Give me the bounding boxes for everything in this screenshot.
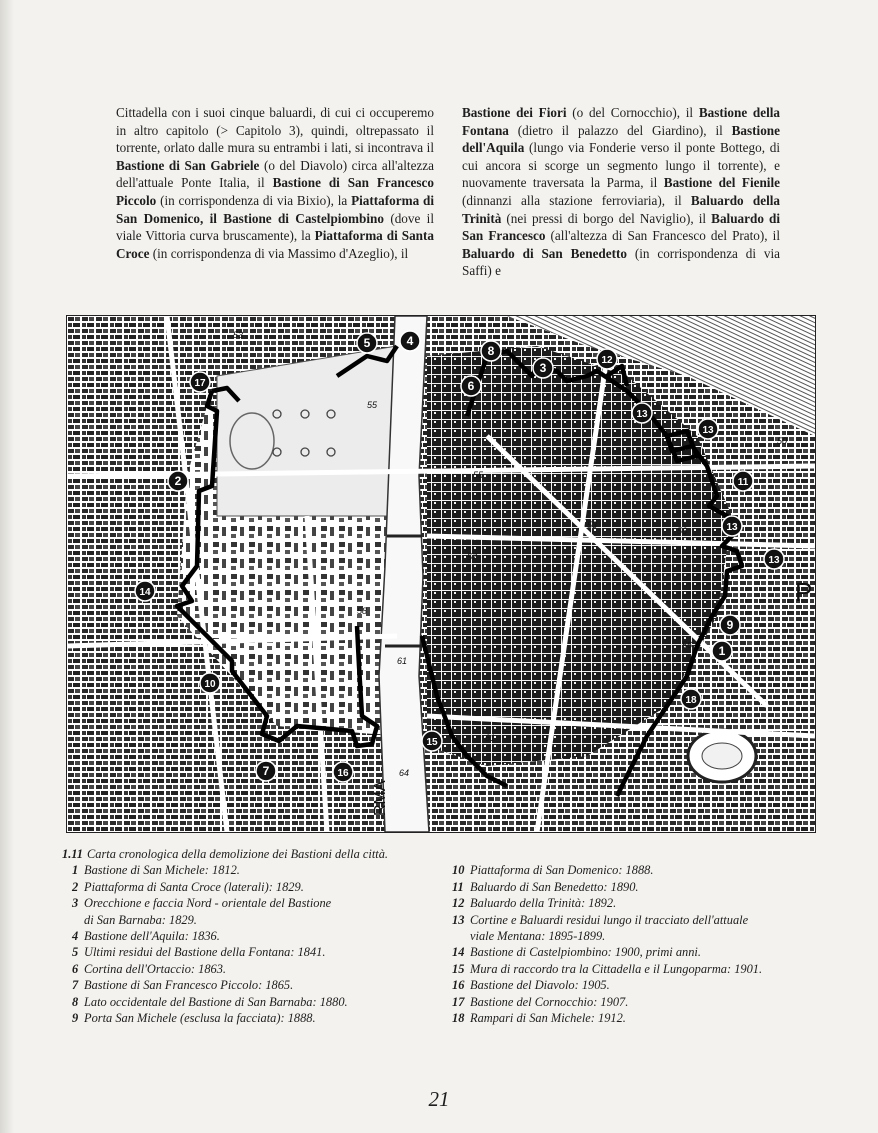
text-run: (o del Diavolo) circa all'altezza dell'attuale Ponte Italia, il: [116, 157, 434, 191]
map-label: 50: [777, 436, 788, 446]
caption-item-number: 5: [72, 945, 79, 960]
map-drawing: [67, 316, 815, 832]
bold-term: Piattaforma di San Domenico, il Bastione di Castelpiombino: [116, 192, 434, 226]
map-label: 53: [587, 520, 598, 530]
page-gutter-shadow: [0, 0, 14, 1133]
marker-number: 11: [737, 477, 749, 488]
caption-item-text: Bastione dell'Aquila: 1836.: [84, 929, 220, 944]
marker-8: [481, 341, 501, 361]
caption-item-text: Bastione del Diavolo: 1905.: [470, 978, 610, 993]
marker-1: [712, 641, 732, 661]
marker-number: 15: [426, 737, 438, 748]
caption-item: [62, 912, 442, 928]
figure-caption: [62, 846, 822, 1046]
page-number: 21: [428, 1087, 450, 1111]
caption-title-text: Carta cronologica della demolizione dei Bastioni della città.: [87, 847, 389, 861]
caption-item-number: 6: [72, 961, 79, 976]
city-map-figure: [66, 315, 816, 833]
marker-number: 1: [718, 644, 726, 658]
marker-number: 10: [204, 679, 216, 690]
map-label: 61: [485, 733, 496, 743]
caption-item-text: Ultimi residui del Bastione della Fontana: 1841.: [84, 945, 326, 960]
marker-number: 5: [363, 336, 371, 350]
caption-item-number: 14: [452, 945, 465, 960]
marker-number: 12: [601, 355, 613, 366]
caption-item: [452, 895, 822, 911]
caption-item: [452, 944, 822, 960]
body-text: [116, 104, 780, 304]
marker-13: [698, 419, 718, 439]
caption-item: [452, 862, 822, 878]
caption-item-number: 7: [72, 978, 79, 993]
caption-item-number: 15: [452, 961, 465, 976]
map-label-large: P: [795, 577, 813, 607]
marker-16: [333, 762, 353, 782]
caption-item-text: Orecchione e faccia Nord - orientale del Bastione: [84, 896, 332, 911]
caption-item-text: Mura di raccordo tra la Cittadella e il Lungoparma: 1901.: [470, 961, 763, 976]
caption-item-number: 11: [452, 879, 464, 894]
marker-6: [461, 376, 481, 396]
marker-13: [764, 549, 784, 569]
marker-5: [357, 333, 377, 353]
caption-item-number: 18: [452, 1011, 465, 1026]
marker-number: 7: [262, 764, 270, 778]
marker-number: 6: [467, 379, 475, 393]
map-label-river: RMA: [372, 780, 389, 816]
caption-item: [62, 977, 442, 993]
caption-item-number: 9: [72, 1011, 79, 1026]
caption-item-text: Piattaforma di Santa Croce (laterali): 1829.: [84, 879, 304, 894]
caption-item: [62, 879, 442, 895]
marker-2: [168, 471, 188, 491]
caption-item-text: Porta San Michele (esclusa la facciata): 1888.: [84, 1011, 316, 1026]
stadium-field: [702, 743, 742, 769]
caption-item-number: 17: [452, 994, 465, 1009]
marker-number: 4: [406, 334, 414, 348]
caption-item-number: 8: [72, 994, 79, 1009]
marker-number: 8: [487, 344, 495, 358]
text-run: (dinnanzi alla stazione ferroviaria), il: [462, 192, 691, 208]
caption-title: [62, 846, 442, 862]
bold-term: Baluardo di San Francesco: [462, 210, 780, 244]
marker-18: [681, 689, 701, 709]
marker-11: [733, 471, 753, 491]
caption-item-text: di San Barnaba: 1829.: [84, 912, 197, 927]
caption-item: [62, 862, 442, 878]
marker-number: 17: [194, 378, 206, 389]
text-run: (in corrispondenza di via Bixio), la: [156, 192, 352, 208]
marker-10: [200, 673, 220, 693]
text-run: (in corrispondenza di via Saffi) e: [462, 245, 780, 279]
ducal-park: [217, 346, 407, 516]
marker-4: [400, 331, 420, 351]
text-run: (nei pressi di borgo del Naviglio), il: [501, 210, 712, 226]
marker-9: [720, 615, 740, 635]
caption-item-text: Baluardo della Trinità: 1892.: [470, 896, 617, 911]
caption-item-text: Bastione di San Michele: 1812.: [84, 863, 240, 878]
marker-14: [135, 581, 155, 601]
marker-7: [256, 761, 276, 781]
caption-item-number: 4: [72, 929, 79, 944]
map-label: 61: [397, 656, 408, 666]
caption-item-number: 10: [452, 863, 465, 878]
caption-item-text: Bastione di Castelpiombino: 1900, primi anni.: [470, 945, 701, 960]
text-run: (o del Cornocchio), il: [566, 105, 699, 120]
marker-15: [422, 731, 442, 751]
text-column-left: [116, 104, 434, 262]
caption-item: [452, 912, 822, 928]
marker-number: 13: [726, 522, 738, 533]
marker-number: 3: [539, 361, 547, 375]
marker-number: 2: [174, 474, 182, 488]
map-label: 57: [467, 552, 478, 562]
caption-item-text: Cortina dell'Ortaccio: 1863.: [84, 961, 227, 976]
marker-13: [722, 516, 742, 536]
caption-item-text: Bastione di San Francesco Piccolo: 1865.: [84, 978, 294, 993]
text-run: (dove il viale Vittoria curva bruscamente), la: [116, 210, 435, 244]
text-run: (all'altezza di San Francesco del Prato), il: [545, 228, 780, 244]
caption-column-left: [62, 846, 442, 1026]
marker-number: 13: [702, 425, 714, 436]
caption-item: [62, 1010, 442, 1026]
caption-item: [452, 1010, 822, 1026]
caption-item: [62, 961, 442, 977]
caption-item-text: Cortine e Baluardi residui lungo il tracciato dell'attuale: [470, 912, 749, 927]
caption-item-text: Rampari di San Michele: 1912.: [470, 1011, 626, 1026]
text-run: Cittadella con i suoi cinque baluardi, di cui ci occuperemo in altro capitolo (> Capitolo 3), quindi, oltrepassato il torrente, orlato dalle mura su entrambi i lati, si incontrava il: [116, 105, 434, 156]
marker-number: 14: [139, 587, 151, 598]
bold-term: Bastione di San Gabriele: [116, 157, 260, 173]
caption-column-right: [452, 846, 822, 1026]
caption-item-text: Piattaforma di San Domenico: 1888.: [470, 863, 654, 878]
map-label: 56: [677, 526, 688, 536]
caption-item-number: 16: [452, 978, 465, 993]
caption-item-number: 1: [72, 863, 79, 878]
caption-item: [452, 994, 822, 1010]
marker-number: 13: [636, 409, 648, 420]
marker-number: 9: [726, 618, 734, 632]
caption-item-text: Lato occidentale del Bastione di San Barnaba: 1880.: [84, 994, 348, 1009]
caption-item: [62, 928, 442, 944]
caption-item-number: 13: [452, 912, 465, 927]
caption-item: [452, 879, 822, 895]
marker-3: [533, 358, 553, 378]
bold-term: Bastione dell'Aquila: [462, 122, 780, 156]
caption-item-number: 3: [72, 896, 79, 911]
marker-17: [190, 372, 210, 392]
marker-12: [597, 349, 617, 369]
figure-number: 1.11: [62, 847, 83, 861]
text-column-right: [462, 104, 780, 280]
caption-item: [62, 944, 442, 960]
text-run: (in corrispondenza di via Massimo d'Azeglio), il: [149, 245, 409, 261]
bold-term: Bastione del Fienile: [663, 175, 780, 191]
caption-item-number: 2: [72, 879, 79, 894]
caption-item: [452, 977, 822, 993]
caption-item: [452, 961, 822, 977]
marker-number: 16: [337, 768, 349, 779]
map-label: 55: [367, 400, 378, 410]
text-run: (lungo via Fonderie verso il ponte Bottego, di cui ancora si scorge un segmento lungo il torrente), e nuovamente traversata la Parma, il: [462, 140, 780, 191]
marker-number: 13: [768, 555, 780, 566]
bold-term: Baluardo di San Benedetto: [462, 245, 627, 261]
caption-spacer: [452, 846, 822, 862]
bold-term: Bastione di San Francesco Piccolo: [116, 175, 434, 208]
bold-term: Bastione dei Fiori: [462, 105, 567, 120]
text-run: (dietro il palazzo del Giardino), il: [508, 122, 732, 138]
map-label: 53: [233, 330, 244, 340]
caption-item: [62, 895, 442, 911]
map-label: 64: [399, 768, 410, 778]
caption-item: [62, 994, 442, 1010]
map-label: 55: [473, 470, 484, 480]
bold-term: Piattaforma di Santa Croce: [116, 228, 434, 261]
caption-item: [452, 928, 822, 944]
bold-term: Bastione della Fontana: [462, 105, 781, 138]
marker-number: 18: [685, 695, 697, 706]
map-label: 56: [682, 640, 693, 650]
caption-item-text: Bastione del Cornocchio: 1907.: [470, 994, 629, 1009]
marker-13: [632, 403, 652, 423]
bold-term: Baluardo della Trinità: [462, 192, 780, 226]
caption-item-text: viale Mentana: 1895-1899.: [470, 929, 606, 944]
caption-item-number: 12: [452, 896, 465, 911]
caption-item-text: Baluardo di San Benedetto: 1890.: [470, 879, 639, 894]
map-label: 58: [357, 606, 368, 616]
